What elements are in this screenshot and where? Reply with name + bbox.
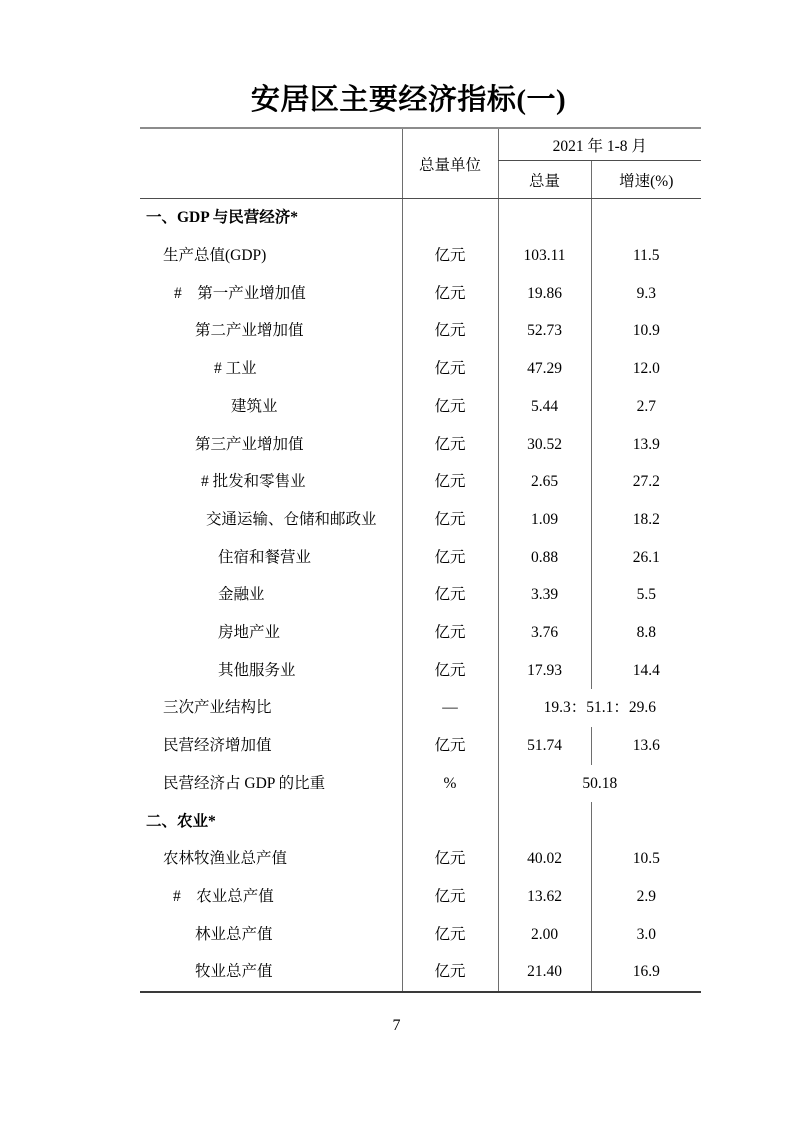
unit-cell: 亿元 (402, 274, 498, 312)
indicator-row (140, 727, 701, 765)
indicator-name: 房地产业 (218, 624, 281, 642)
total-cell: 17.93 (498, 651, 591, 689)
section-row (140, 802, 701, 840)
growth-cell: 12.0 (591, 350, 701, 388)
total-cell: 0.88 (498, 538, 591, 576)
total-cell: 52.73 (498, 312, 591, 350)
growth-cell: 13.9 (591, 425, 701, 463)
header-row-period (140, 128, 701, 161)
total-cell: 47.29 (498, 350, 591, 388)
unit-cell: 亿元 (402, 463, 498, 501)
growth-cell: 3.0 (591, 915, 701, 953)
indicator-row (140, 878, 701, 916)
growth-cell: 11.5 (591, 237, 701, 275)
table-body (140, 199, 701, 992)
indicator-row (140, 538, 701, 576)
unit-cell: 亿元 (402, 576, 498, 614)
indicator-name: 第二产业增加值 (195, 322, 304, 340)
unit-cell: 亿元 (402, 953, 498, 992)
indicator-row (140, 651, 701, 689)
unit-cell (402, 802, 498, 840)
unit-cell: 亿元 (402, 840, 498, 878)
indicator-row (140, 274, 701, 312)
indicator-name: 三次产业结构比 (163, 699, 272, 717)
total-cell: 2.65 (498, 463, 591, 501)
header-unit: 总量单位 (402, 128, 498, 199)
indicator-name: 一、GDP 与民营经济* (146, 209, 298, 227)
indicator-row (140, 765, 701, 803)
indicator-name: # 批发和零售业 (201, 473, 306, 491)
section-row (140, 199, 701, 237)
unit-cell: 亿元 (402, 878, 498, 916)
growth-cell: 10.5 (591, 840, 701, 878)
indicator-name: 民营经济增加值 (163, 737, 272, 755)
indicator-row (140, 576, 701, 614)
indicator-row (140, 350, 701, 388)
growth-cell: 16.9 (591, 953, 701, 992)
indicator-row (140, 425, 701, 463)
indicator-name: # 第一产业增加值 (174, 284, 306, 302)
unit-cell: 亿元 (402, 651, 498, 689)
total-cell: 40.02 (498, 840, 591, 878)
indicator-row (140, 614, 701, 652)
total-cell: 21.40 (498, 953, 591, 992)
unit-cell: 亿元 (402, 350, 498, 388)
indicator-name: 民营经济占 GDP 的比重 (163, 774, 326, 792)
unit-cell: 亿元 (402, 501, 498, 539)
indicator-row (140, 689, 701, 727)
unit-cell: 亿元 (402, 727, 498, 765)
indicator-name: 农林牧渔业总产值 (163, 850, 288, 868)
unit-cell (402, 199, 498, 237)
unit-cell: 亿元 (402, 425, 498, 463)
unit-cell: 亿元 (402, 614, 498, 652)
total-cell: 3.39 (498, 576, 591, 614)
indicator-name: 住宿和餐营业 (218, 548, 312, 566)
growth-cell: 5.5 (591, 576, 701, 614)
unit-cell: % (402, 765, 498, 803)
indicator-name: 二、农业* (146, 812, 216, 830)
unit-cell: 亿元 (402, 538, 498, 576)
indicator-name: 其他服务业 (218, 661, 296, 679)
growth-cell (591, 199, 701, 237)
indicators-table (140, 127, 701, 993)
total-cell: 51.74 (498, 727, 591, 765)
indicator-name: # 农业总产值 (173, 887, 274, 905)
growth-cell: 14.4 (591, 651, 701, 689)
unit-cell: 亿元 (402, 388, 498, 426)
total-cell: 1.09 (498, 501, 591, 539)
indicator-row (140, 501, 701, 539)
total-cell: 3.76 (498, 614, 591, 652)
indicator-row (140, 953, 701, 992)
indicator-name: 金融业 (218, 586, 265, 604)
merged-value-cell: 19.3：51.1：29.6 (498, 689, 701, 727)
indicator-name: 第三产业增加值 (195, 435, 304, 453)
indicator-row (140, 463, 701, 501)
indicator-row (140, 312, 701, 350)
header-period: 2021 年 1-8 月 (498, 128, 701, 161)
indicator-name: 生产总值(GDP) (163, 247, 267, 265)
indicator-name: # 工业 (214, 360, 257, 378)
growth-cell: 2.9 (591, 878, 701, 916)
unit-cell: 亿元 (402, 312, 498, 350)
indicator-name: 牧业总产值 (195, 963, 273, 981)
indicator-name: 交通运输、仓储和邮政业 (206, 510, 377, 528)
unit-cell: — (402, 689, 498, 727)
unit-cell: 亿元 (402, 915, 498, 953)
indicator-name: 林业总产值 (195, 925, 273, 943)
growth-cell (591, 802, 701, 840)
total-cell: 30.52 (498, 425, 591, 463)
growth-cell: 26.1 (591, 538, 701, 576)
page-number: 7 (392, 1017, 401, 1034)
total-cell: 13.62 (498, 878, 591, 916)
growth-cell: 18.2 (591, 501, 701, 539)
total-cell: 103.11 (498, 237, 591, 275)
unit-cell: 亿元 (402, 237, 498, 275)
total-cell (498, 199, 591, 237)
header-total: 总量 (498, 161, 591, 199)
growth-cell: 27.2 (591, 463, 701, 501)
growth-cell: 8.8 (591, 614, 701, 652)
indicator-row (140, 915, 701, 953)
growth-cell: 10.9 (591, 312, 701, 350)
indicator-name: 建筑业 (231, 397, 278, 415)
page-title: 安居区主要经济指标(一) (250, 84, 567, 116)
growth-cell: 2.7 (591, 388, 701, 426)
indicator-row (140, 237, 701, 275)
header-growth: 增速(%) (591, 161, 701, 199)
merged-value-cell: 50.18 (498, 765, 701, 803)
growth-cell: 13.6 (591, 727, 701, 765)
total-cell: 5.44 (498, 388, 591, 426)
growth-cell: 9.3 (591, 274, 701, 312)
indicator-row (140, 388, 701, 426)
indicator-row (140, 840, 701, 878)
total-cell: 19.86 (498, 274, 591, 312)
total-cell (498, 802, 591, 840)
header-indicator-blank (140, 128, 402, 199)
total-cell: 2.00 (498, 915, 591, 953)
table-header (140, 128, 701, 199)
